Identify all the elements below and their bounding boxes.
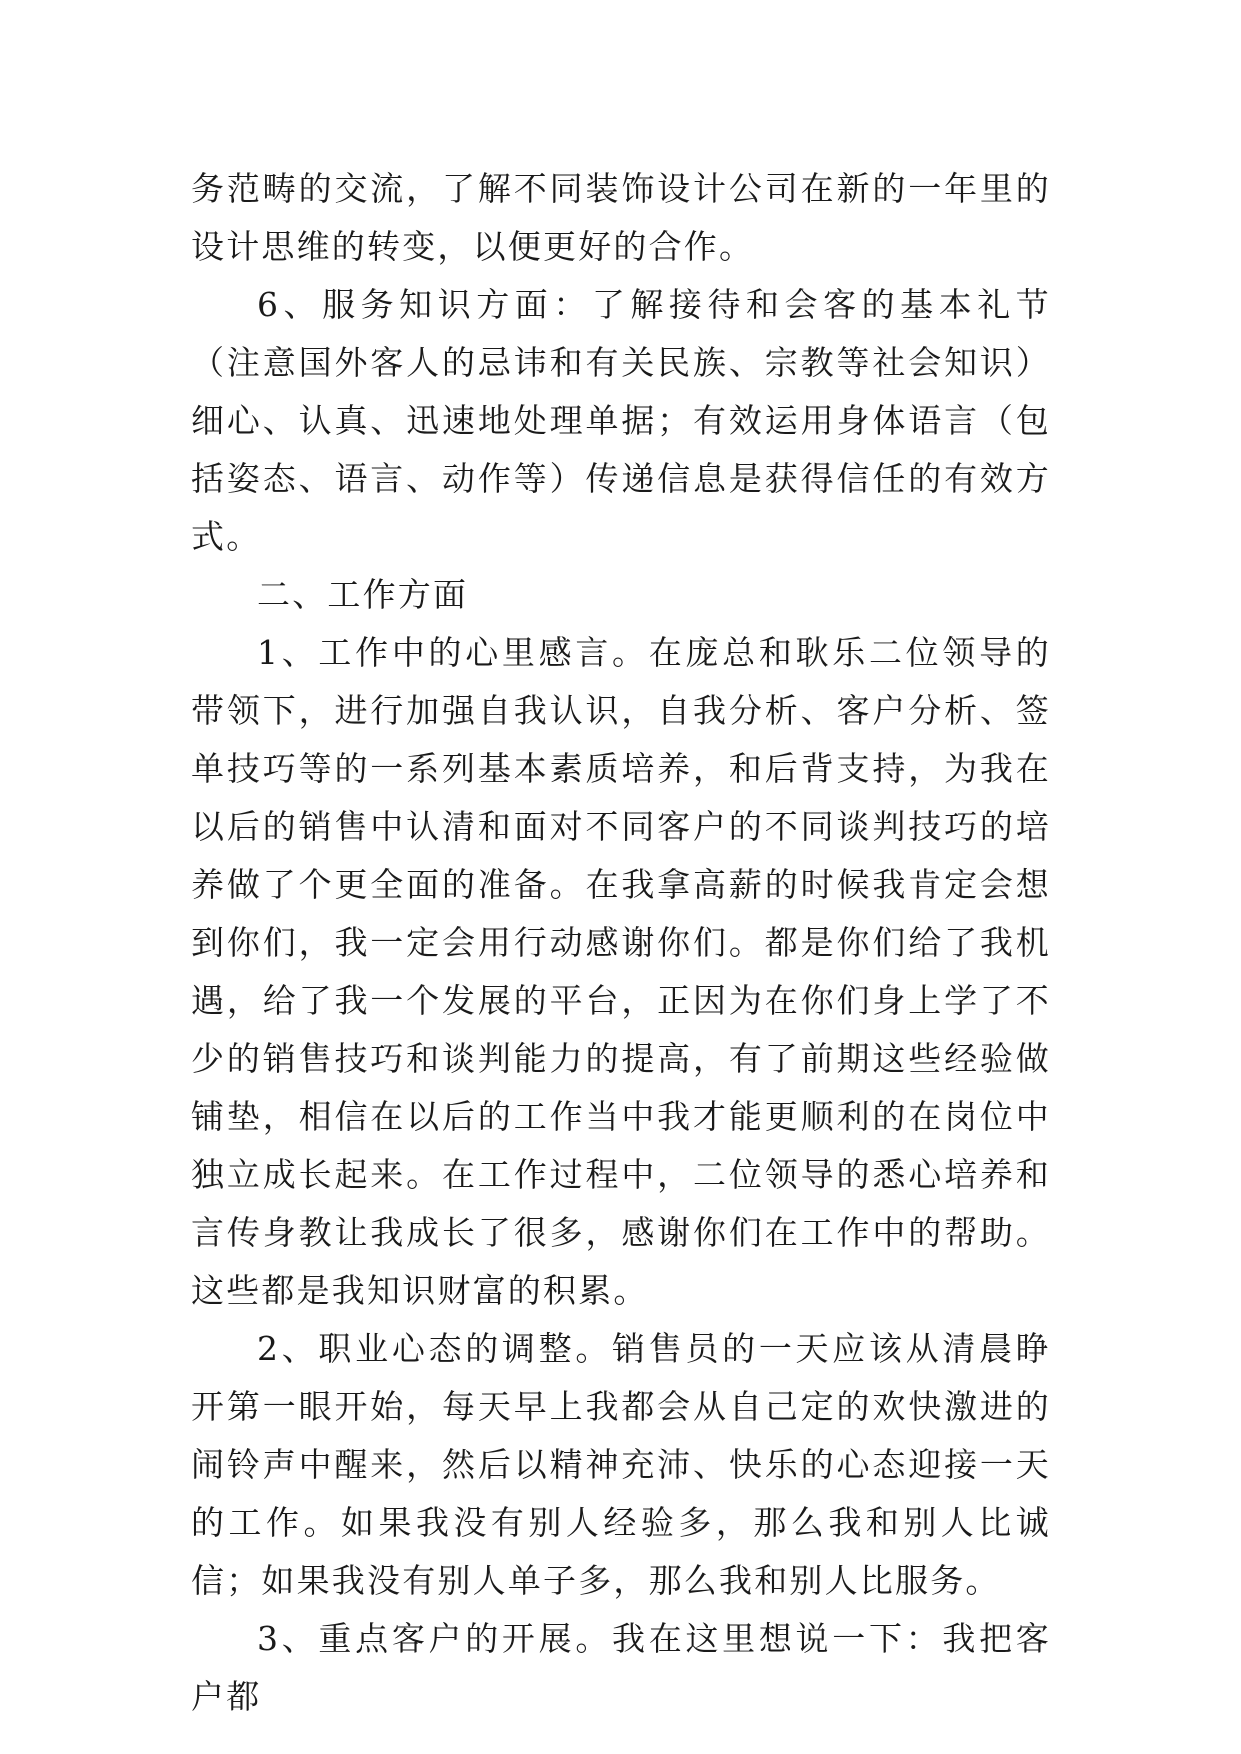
paragraph-work-reflection: 1、工作中的心里感言。在庞总和耿乐二位领导的带领下，进行加强自我认识，自我分析、客户分析、签单技巧等的一系列基本素质培养，和后背支持，为我在以后的销售中认清和面对不同客户的不同谈判技巧的培养做了个更全面的准备。在我拿高薪的时候我肯定会想到你们，我一定会用行动感谢你们。都是你们给了我机遇，给了我一个发展的平台，正因为在你们身上学了不少的销售技巧和谈判能力的提高，有了前期这些经验做铺垫，相信在以后的工作当中我才能更顺利的在岗位中独立成长起来。在工作过程中，二位领导的悉心培养和言传身教让我成长了很多，感谢你们在工作中的帮助。这些都是我知识财富的积累。 [191,633,1051,1310]
section-heading-work: 二、工作方面 [257,575,469,614]
paragraph-service-knowledge: 6、服务知识方面：了解接待和会客的基本礼节（注意国外客人的忌讳和有关民族、宗教等社会知识）细心、认真、迅速地处理单据；有效运用身体语言（包括姿态、语言、动作等）传递信息是获得信任的有效方式。 [191,285,1051,556]
paragraph-continuation: 务范畴的交流，了解不同装饰设计公司在新的一年里的设计思维的转变，以便更好的合作。 [191,169,1051,266]
body-text [191,160,1051,1726]
paragraph-key-clients: 3、重点客户的开展。我在这里想说一下：我把客户都 [191,1619,1051,1716]
paragraph-mindset-adjustment: 2、职业心态的调整。销售员的一天应该从清晨睁开第一眼开始，每天早上我都会从自己定的欢快激进的闹铃声中醒来，然后以精神充沛、快乐的心态迎接一天的工作。如果我没有别人经验多，那么我和别人比诚信；如果我没有别人单子多，那么我和别人比服务。 [191,1329,1051,1600]
